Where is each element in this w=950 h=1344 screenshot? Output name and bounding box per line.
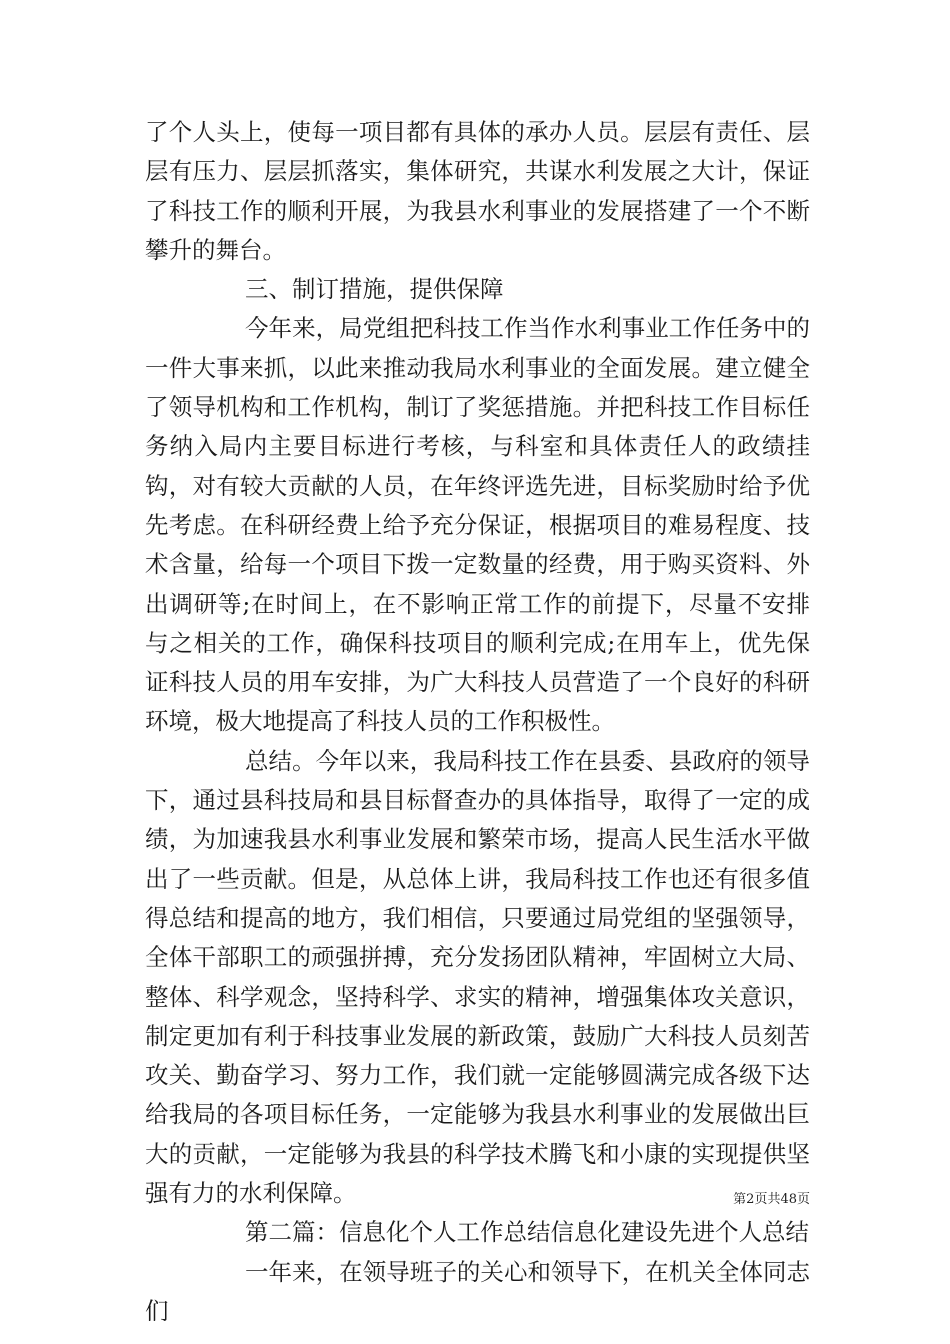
paragraph: 一年来，在领导班子的关心和领导下，在机关全体同志们 xyxy=(145,1257,810,1325)
paragraph: 了个人头上，使每一项目都有具体的承办人员。层层有责任、层层有压力、层层抓落实，集体研究，共谋水利发展之大计，保证了科技工作的顺利开展，为我县水利事业的发展搭建了一个不断攀升的舞台。 xyxy=(145,118,810,264)
page-number: 第2页共48页 xyxy=(733,1192,810,1207)
paragraph: 总结。今年以来，我局科技工作在县委、县政府的领导下，通过县科技局和县目标督查办的具体指导，取得了一定的成绩，为加速我县水利事业发展和繁荣市场，提高人民生活水平做出了一些贡献。但是，从总体上讲，我局科技工作也还有很多值得总结和提高的地方，我们相信，只要通过局党组的坚强领导，全体干部职工的顽强拼搏，充分发扬团队精神，牢固树立大局、整体、科学观念，坚持科学、求实的精神，增强集体攻关意识，制定更加有利于科技事业发展的新政策，鼓励广大科技人员刻苦攻关、勤奋学习、努力工作，我们就一定能够圆满完成各级下达给我局的各项目标任务，一定能够为我县水利事业的发展做出巨大的贡献，一定能够为我县的科学技术腾飞和小康的实现提供坚强有力的水利保障。 xyxy=(145,746,810,1208)
section-heading: 三、制订措施，提供保障 xyxy=(245,275,504,304)
chapter-heading: 第二篇：信息化个人工作总结信息化建设先进个人总结 xyxy=(245,1218,809,1247)
document-body xyxy=(145,113,810,1331)
paragraph: 今年来，局党组把科技工作当作水利事业工作任务中的一件大事来抓，以此来推动我局水利事业的全面发展。建立健全了领导机构和工作机构，制订了奖惩措施。并把科技工作目标任务纳入局内主要目标进行考核，与科室和具体责任人的政绩挂钩，对有较大贡献的人员，在年终评选先进，目标奖励时给予优先考虑。在科研经费上给予充分保证，根据项目的难易程度、技术含量，给每一个项目下拨一定数量的经费，用于购买资料、外出调研等;在时间上，在不影响正常工作的前提下，尽量不安排与之相关的工作，确保科技项目的顺利完成;在用车上，优先保证科技人员的用车安排，为广大科技人员营造了一个良好的科研环境，极大地提高了科技人员的工作积极性。 xyxy=(145,314,810,736)
